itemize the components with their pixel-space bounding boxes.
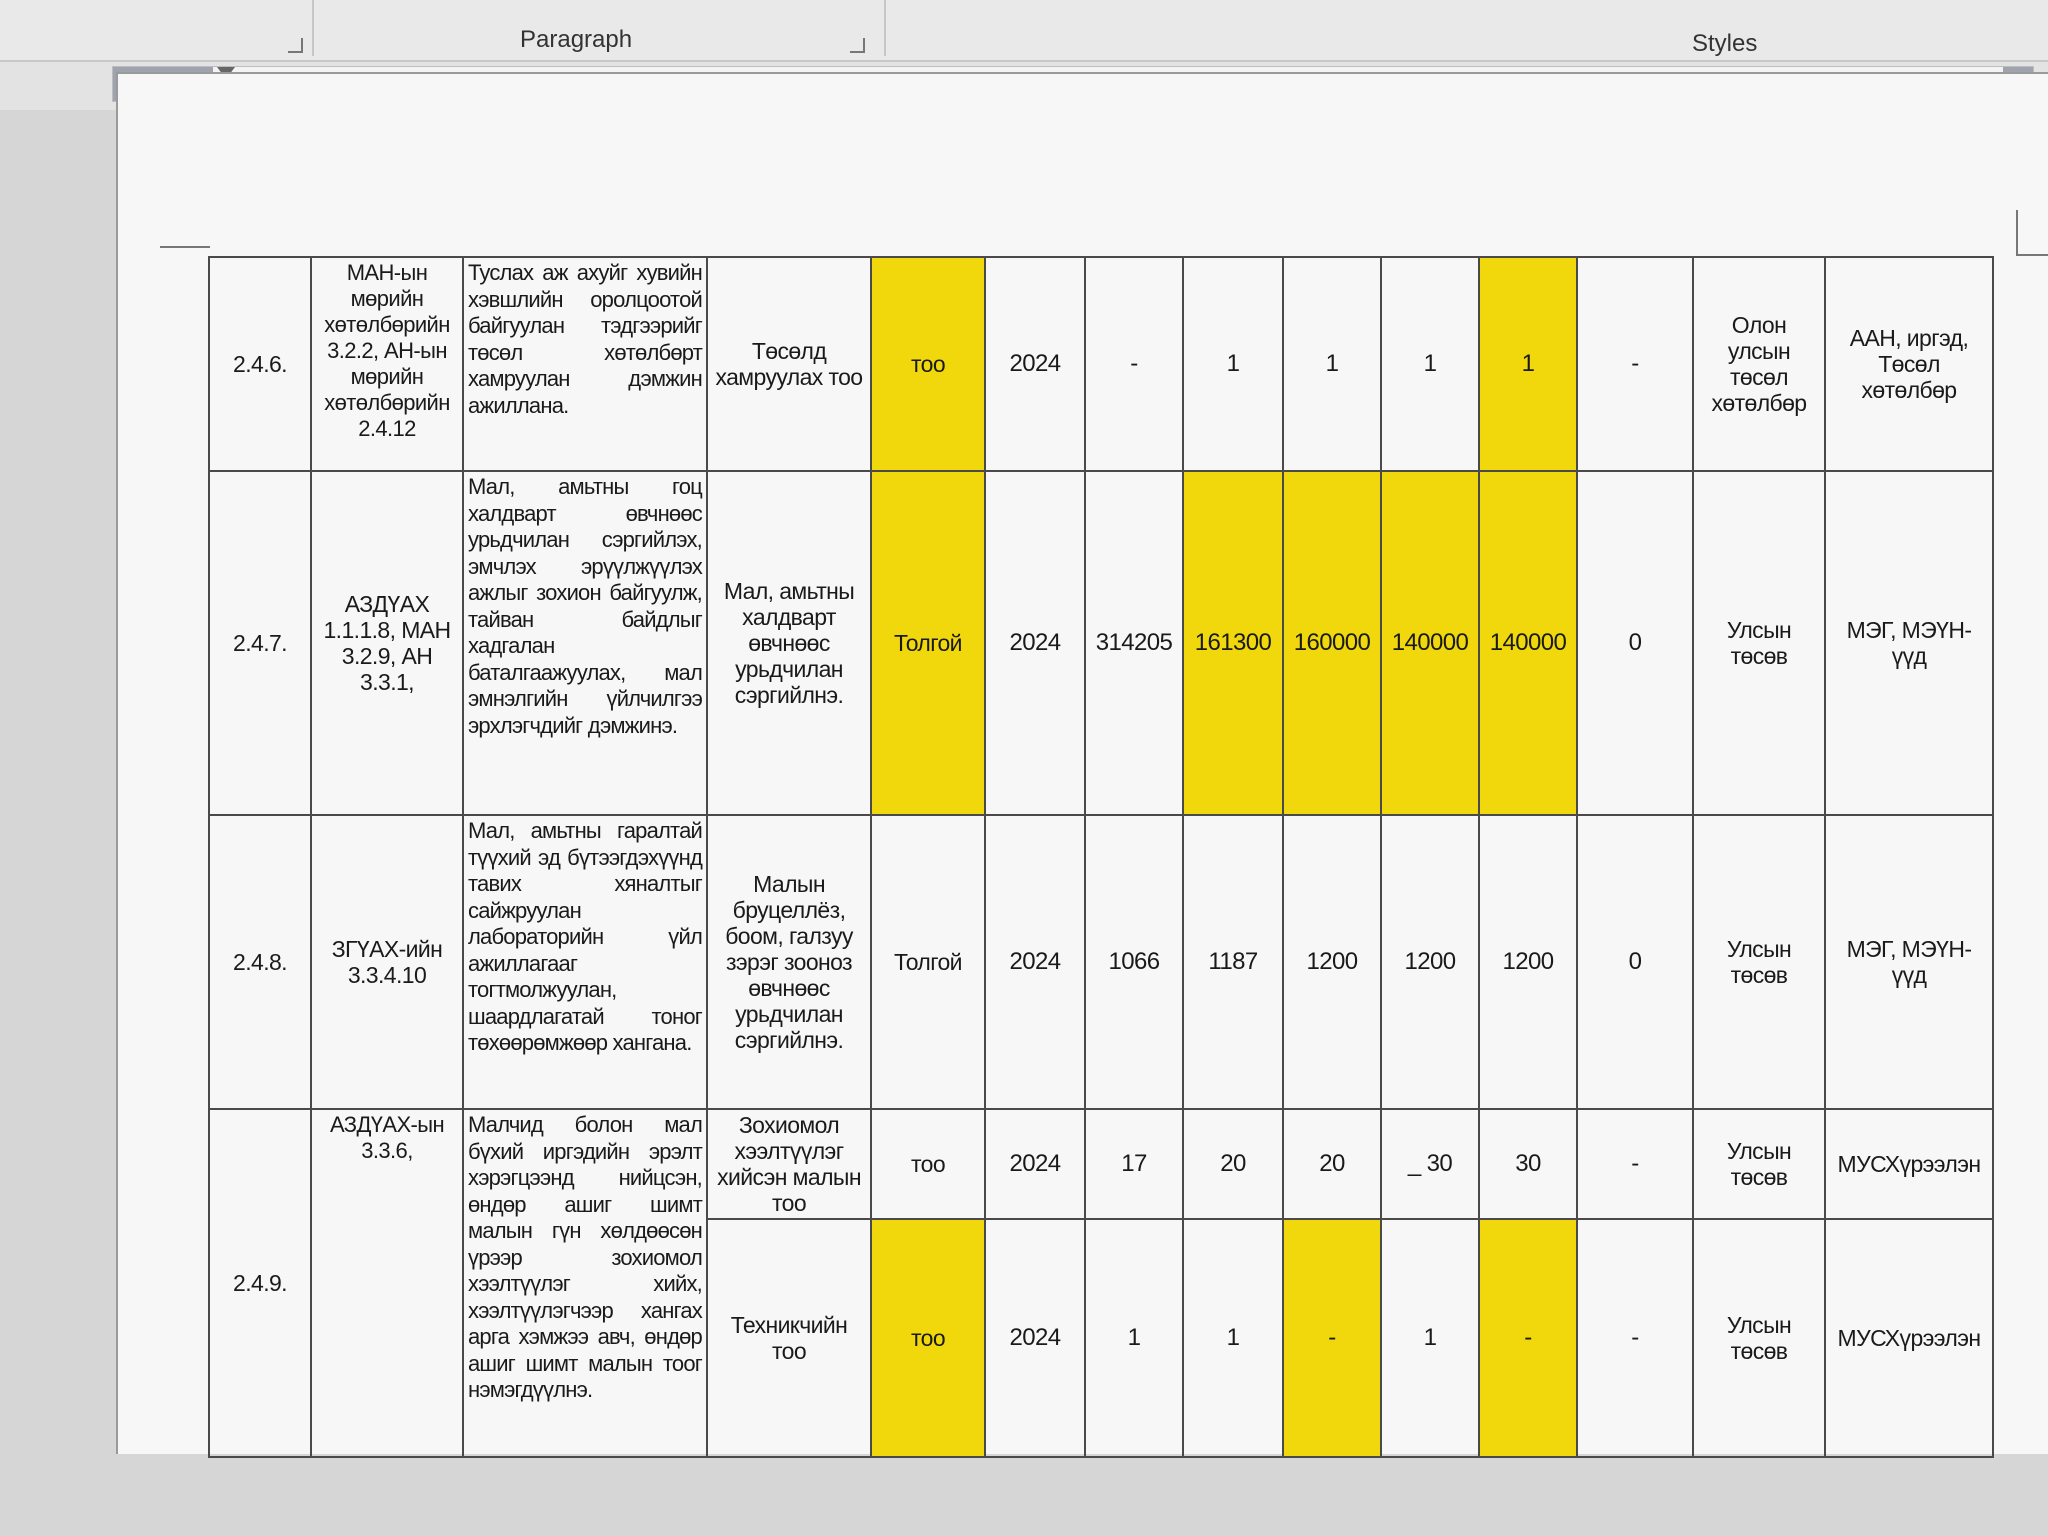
- source-cell: Улсын төсөв: [1693, 1219, 1825, 1457]
- paragraph-dialog-launcher-icon[interactable]: [850, 38, 865, 53]
- reference-cell: АЗДҮАХ 1.1.1.8, МАН 3.2.9, АН 3.3.1,: [311, 471, 463, 815]
- organization-cell: МЭГ, МЭҮН-үүд: [1825, 471, 1993, 815]
- organization-cell: МУСХүрээлэн: [1825, 1219, 1993, 1457]
- indicator-cell: Мал, амьтны халдварт өвчнөөс урьдчилан сэргийлнэ.: [707, 471, 871, 815]
- year-cell: 2024: [985, 815, 1085, 1109]
- source-cell: Олон улсын төсөл хөтөлбөр: [1693, 257, 1825, 471]
- paragraph-group-label: Paragraph: [520, 26, 633, 53]
- baseline-cell: 1066: [1085, 815, 1183, 1109]
- ribbon: [0, 0, 2048, 62]
- reference-cell: МАН-ын мөрийн хөтөлбөрийн 3.2.2, АН-ын мөрийн хөтөлбөрийн 2.4.12: [311, 257, 463, 471]
- baseline-cell: 1: [1085, 1219, 1183, 1457]
- indicator-cell: Техникчийн тоо: [707, 1219, 871, 1457]
- value-cell: 20: [1283, 1109, 1381, 1219]
- unit-cell: Толгой: [871, 471, 985, 815]
- value-cell: 1200: [1283, 815, 1381, 1109]
- value-cell: 0: [1577, 815, 1693, 1109]
- reference-cell: АЗДҮАХ-ын 3.3.6,: [311, 1109, 463, 1457]
- table-row: [209, 1109, 1993, 1219]
- value-cell: -: [1577, 1219, 1693, 1457]
- unit-cell: тоо: [871, 1219, 985, 1457]
- baseline-cell: 17: [1085, 1109, 1183, 1219]
- source-cell: Улсын төсөв: [1693, 1109, 1825, 1219]
- organization-cell: МУСХүрээлэн: [1825, 1109, 1993, 1219]
- styles-group-label: Styles: [1692, 30, 1758, 57]
- unit-cell: Толгой: [871, 815, 985, 1109]
- source-cell: Улсын төсөв: [1693, 471, 1825, 815]
- value-cell: 1: [1381, 257, 1479, 471]
- value-cell: -: [1283, 1219, 1381, 1457]
- crop-mark: [160, 206, 210, 248]
- value-cell: 1: [1479, 257, 1577, 471]
- indicator-cell: Малын бруцеллёз, боом, галзуу зэрэг зооноз өвчнөөс урьдчилан сэргийлнэ.: [707, 815, 871, 1109]
- source-cell: Улсын төсөв: [1693, 815, 1825, 1109]
- organization-cell: ААН, иргэд, Төсөл хөтөлбөр: [1825, 257, 1993, 471]
- value-cell: 0: [1577, 471, 1693, 815]
- value-cell: 1200: [1381, 815, 1479, 1109]
- table-row: [209, 471, 1993, 815]
- indicator-cell: Төсөлд хамруулах тоо: [707, 257, 871, 471]
- unit-cell: тоо: [871, 1109, 985, 1219]
- value-cell: 160000: [1283, 471, 1381, 815]
- year-cell: 2024: [985, 1219, 1085, 1457]
- year-cell: 2024: [985, 471, 1085, 815]
- year-cell: 2024: [985, 257, 1085, 471]
- value-cell: 30: [1479, 1109, 1577, 1219]
- baseline-cell: -: [1085, 257, 1183, 471]
- value-cell: -: [1577, 257, 1693, 471]
- value-cell: 20: [1183, 1109, 1283, 1219]
- activity-cell: Мал, амьтны гоц халдварт өвчнөөс урьдчилан сэргийлэх, эмчлэх эрүүлжүүлэх ажлыг зохион байгуулж, тайван байдлыг хадгалан баталгаажуулах, мал эмнэлгийн үйлчилгээ эрхлэгчдийг дэмжинэ.: [463, 471, 707, 815]
- font-dialog-launcher-icon[interactable]: [288, 38, 303, 53]
- value-cell: 1: [1183, 257, 1283, 471]
- activity-cell: Туслах аж ахуйг хувийн хэвшлийн оролцоотой байгуулан тэдгээрийг төсөл хөтөлбөрт хамруулан дэмжин ажиллана.: [463, 257, 707, 471]
- row-number-cell: 2.4.6.: [209, 257, 311, 471]
- baseline-cell: 314205: [1085, 471, 1183, 815]
- organization-cell: МЭГ, МЭҮН-үүд: [1825, 815, 1993, 1109]
- value-cell: 161300: [1183, 471, 1283, 815]
- value-cell: _ 30: [1381, 1109, 1479, 1219]
- value-cell: 1200: [1479, 815, 1577, 1109]
- unit-cell: тоо: [871, 257, 985, 471]
- ribbon-separator: [884, 0, 886, 56]
- data-table[interactable]: [208, 256, 1994, 1458]
- table-row: [209, 815, 1993, 1109]
- year-cell: 2024: [985, 1109, 1085, 1219]
- table-row: [209, 257, 1993, 471]
- row-number-cell: 2.4.7.: [209, 471, 311, 815]
- value-cell: 140000: [1479, 471, 1577, 815]
- activity-cell: Мал, амьтны гаралтай түүхий эд бүтээгдэхүүнд тавих хяналтыг сайжруулан лабораторийн үйл ажиллагааг тогтмолжуулан, шаардлагатай тоног төхөөрөмжөөр хангана.: [463, 815, 707, 1109]
- reference-cell: ЗГҮАХ-ийн 3.3.4.10: [311, 815, 463, 1109]
- value-cell: -: [1479, 1219, 1577, 1457]
- row-number-cell: 2.4.9.: [209, 1109, 311, 1457]
- value-cell: 1: [1183, 1219, 1283, 1457]
- row-number-cell: 2.4.8.: [209, 815, 311, 1109]
- value-cell: -: [1577, 1109, 1693, 1219]
- crop-mark: [2016, 210, 2048, 256]
- activity-cell: Малчид болон мал бүхий иргэдийн эрэлт хэрэгцээнд нийцсэн, өндөр ашиг шимт малын гүн хөлдөөсөн үрээр зохиомол хээлтүүлэг хийх, хээлтүүлэгчээр хангах арга хэмжээ авч, өндөр ашиг шимт малын тоог нэмэгдүүлнэ.: [463, 1109, 707, 1457]
- ribbon-separator: [312, 0, 314, 56]
- value-cell: 140000: [1381, 471, 1479, 815]
- value-cell: 1: [1283, 257, 1381, 471]
- value-cell: 1187: [1183, 815, 1283, 1109]
- value-cell: 1: [1381, 1219, 1479, 1457]
- indicator-cell: Зохиомол хээлтүүлэг хийсэн малын тоо: [707, 1109, 871, 1219]
